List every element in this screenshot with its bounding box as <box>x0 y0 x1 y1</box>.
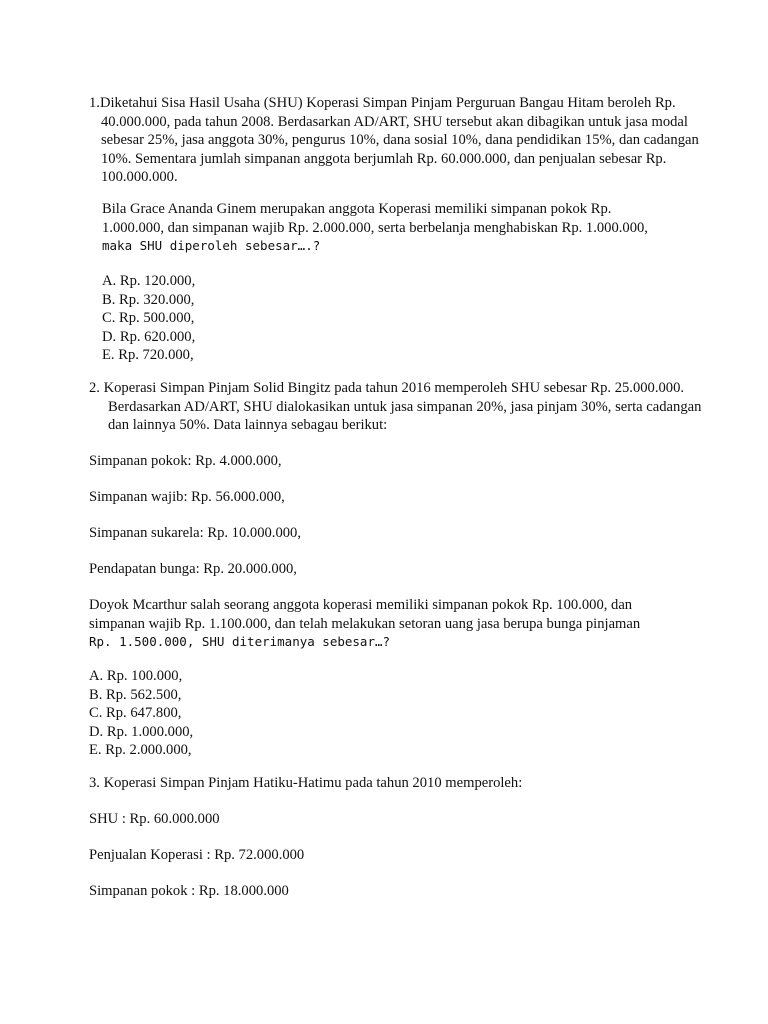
q1-options <box>89 272 702 365</box>
q2-option-a: A. Rp. 100.000, <box>89 668 183 684</box>
q2-question-line3: Rp. 1.500.000, SHU diterimanya sebesar…? <box>89 634 391 649</box>
q2-data-item: Simpanan sukarela: Rp. 10.000.000, <box>89 525 301 541</box>
q1-option-e: E. Rp. 720.000, <box>102 347 194 363</box>
q1-question-line1: Bila Grace Ananda Ginem merupakan anggota Koperasi memiliki simpanan pokok Rp. <box>102 201 612 217</box>
q1-question-line2: 1.000.000, dan simpanan wajib Rp. 2.000.000, serta berbelanja menghabiskan Rp. 1.000.000, <box>102 219 648 236</box>
q1-stem: 1.Diketahui Sisa Hasil Usaha (SHU) Koperasi Simpan Pinjam Perguruan Bangau Hitam beroleh Rp. 40.000.000, pada tahun 2008. Berdasarkan AD/ART, SHU tersebut akan dibagikan untuk jasa modal sebesar 25%, jasa anggota 30%, pengurus 10%, dana sosial 10%, dana pendidikan 15%, dan cadangan 10%. Sementara jumlah simpanan anggota berjumlah Rp. 60.000.000, dan penjualan sebesar Rp. 100.000.000. <box>89 95 699 185</box>
q2-question-line1: Doyok Mcarthur salah seorang anggota koperasi memiliki simpanan pokok Rp. 100.000, dan <box>89 597 633 613</box>
q1-question-line3: maka SHU diperoleh sebesar….? <box>102 238 321 253</box>
q2-option-c: C. Rp. 647.800, <box>89 705 182 721</box>
q2-data-item: Simpanan pokok: Rp. 4.000.000, <box>89 453 282 469</box>
q2-question <box>89 596 689 652</box>
q1-option-b: B. Rp. 320.000, <box>102 291 195 308</box>
q1-option-d: D. Rp. 620.000, <box>102 328 196 345</box>
q2-option-e: E. Rp. 2.000.000, <box>89 742 192 758</box>
q2-data-item: Simpanan wajib: Rp. 56.000.000, <box>89 489 285 505</box>
q2-options <box>89 667 689 760</box>
q2-option-d: D. Rp. 1.000.000, <box>89 723 194 740</box>
q3-stem: 3. Koperasi Simpan Pinjam Hatiku-Hatimu pada tahun 2010 memperoleh: <box>89 775 523 791</box>
q2-stem: 2. Koperasi Simpan Pinjam Solid Bingitz pada tahun 2016 memperoleh SHU sebesar Rp. 25.000.000. Berdasarkan AD/ART, SHU dialokasikan untuk jasa simpanan 20%, jasa pinjam 30%, serta cadangan dan lainnya 50%. Data lainnya sebagau berikut: <box>89 380 702 433</box>
q1-question <box>89 200 702 256</box>
q3-data-item: SHU : Rp. 60.000.000 <box>89 811 220 827</box>
q3-data-item: Simpanan pokok : Rp. 18.000.000 <box>89 883 289 899</box>
q1-option-a: A. Rp. 120.000, <box>102 273 196 289</box>
q2-data-item: Pendapatan bunga: Rp. 20.000.000, <box>89 561 297 577</box>
q3-data-item: Penjualan Koperasi : Rp. 72.000.000 <box>89 847 305 863</box>
q2-question-line2: simpanan wajib Rp. 1.100.000, dan telah melakukan setoran uang jasa berupa bunga pinjaman <box>89 615 641 632</box>
q1-option-c: C. Rp. 500.000, <box>102 310 195 326</box>
q2-option-b: B. Rp. 562.500, <box>89 686 182 703</box>
